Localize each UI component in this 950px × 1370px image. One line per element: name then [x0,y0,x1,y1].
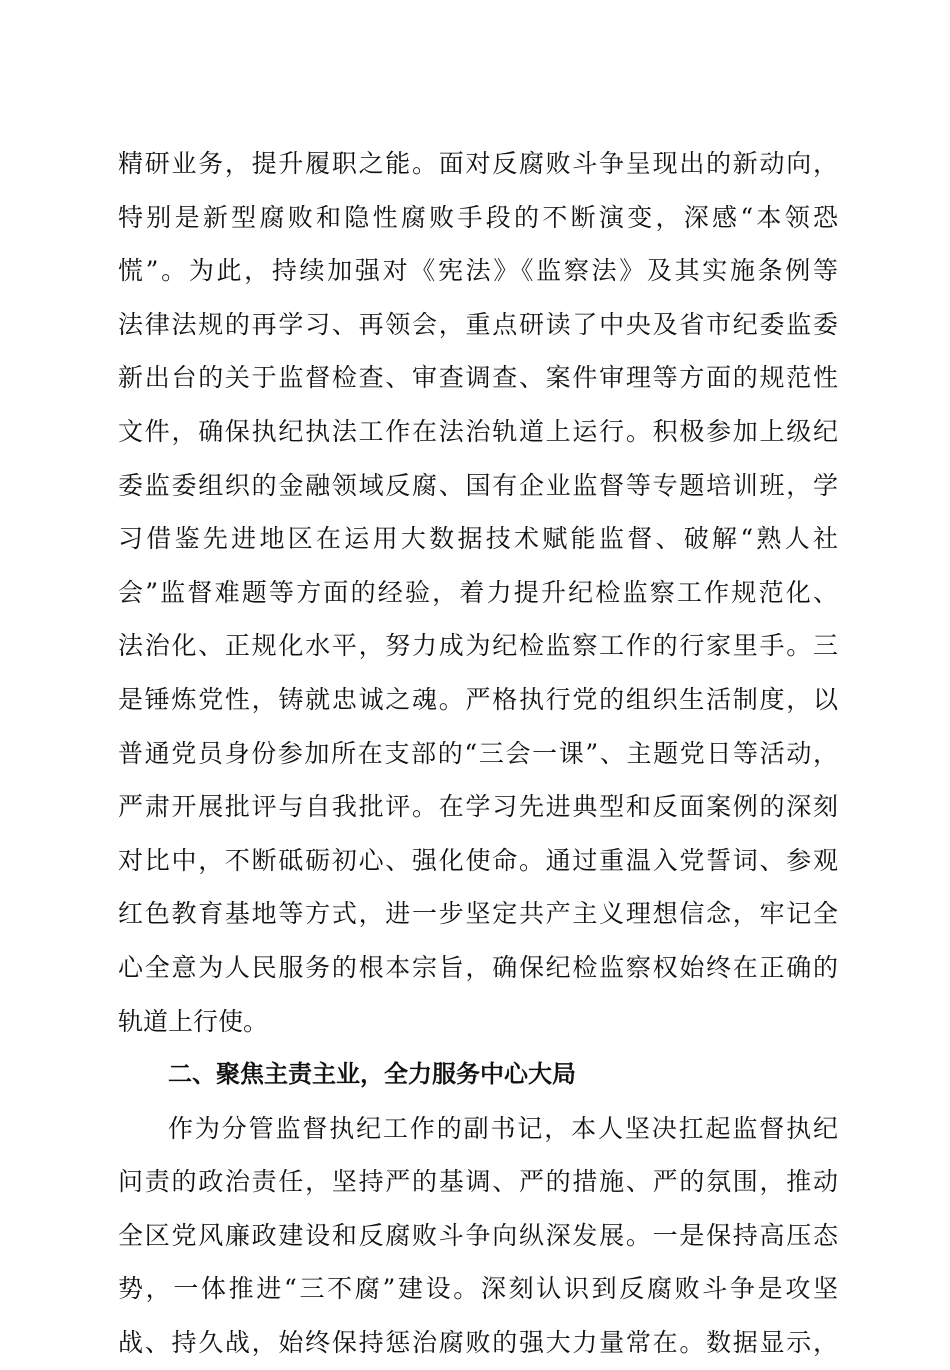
text-line: 会”监督难题等方面的经验，着力提升纪检监察工作规范化、 [118,577,838,607]
text-line: 特别是新型腐败和隐性腐败手段的不断演变，深感“本领恐 [118,202,838,232]
text-line: 慌”。为此，持续加强对《宪法》《监察法》及其实施条例等 [118,256,838,286]
text-line: 战、持久战，始终保持惩治腐败的强大力量常在。数据显示， [118,1328,838,1358]
text-line: 新出台的关于监督检查、审查调查、案件审理等方面的规范性 [118,363,838,393]
text-line: 对比中，不断砥砺初心、强化使命。通过重温入党誓词、参观 [118,845,838,875]
text-line-first: 作为分管监督执纪工作的副书记，本人坚决扛起监督执纪 [168,1113,838,1143]
text-line: 全区党风廉政建设和反腐败斗争向纵深发展。一是保持高压态 [118,1220,838,1250]
text-line: 习借鉴先进地区在运用大数据技术赋能监督、破解“熟人社 [118,524,838,554]
text-line: 文件，确保执纪执法工作在法治轨道上运行。积极参加上级纪 [118,416,838,446]
text-line: 红色教育基地等方式，进一步坚定共产主义理想信念，牢记全 [118,899,838,929]
text-line: 委监委组织的金融领域反腐、国有企业监督等专题培训班，学 [118,470,838,500]
text-line: 精研业务，提升履职之能。面对反腐败斗争呈现出的新动向， [118,149,838,178]
text-line: 势，一体推进“三不腐”建设。深刻认识到反腐败斗争是攻坚 [118,1274,838,1304]
text-line: 法治化、正规化水平，努力成为纪检监察工作的行家里手。三 [118,631,838,661]
text-line: 普通党员身份参加所在支部的“三会一课”、主题党日等活动， [118,738,838,768]
paragraph-2 [118,1102,838,1370]
text-line: 严肃开展批评与自我批评。在学习先进典型和反面案例的深刻 [118,792,838,822]
text-line-last: 轨道上行使。 [118,1006,269,1036]
section-heading: 二、聚焦主责主业，全力服务中心大局 [168,1060,576,1089]
text-line: 是锤炼党性，铸就忠诚之魂。严格执行党的组织生活制度，以 [118,684,838,714]
document-body [118,137,838,1370]
text-line: 心全意为人民服务的根本宗旨，确保纪检监察权始终在正确的 [118,952,838,982]
text-line: 法律法规的再学习、再领会，重点研读了中央及省市纪委监委 [118,309,838,339]
text-line: 问责的政治责任，坚持严的基调、严的措施、严的氛围，推动 [118,1167,838,1197]
paragraph-1 [118,137,838,1048]
